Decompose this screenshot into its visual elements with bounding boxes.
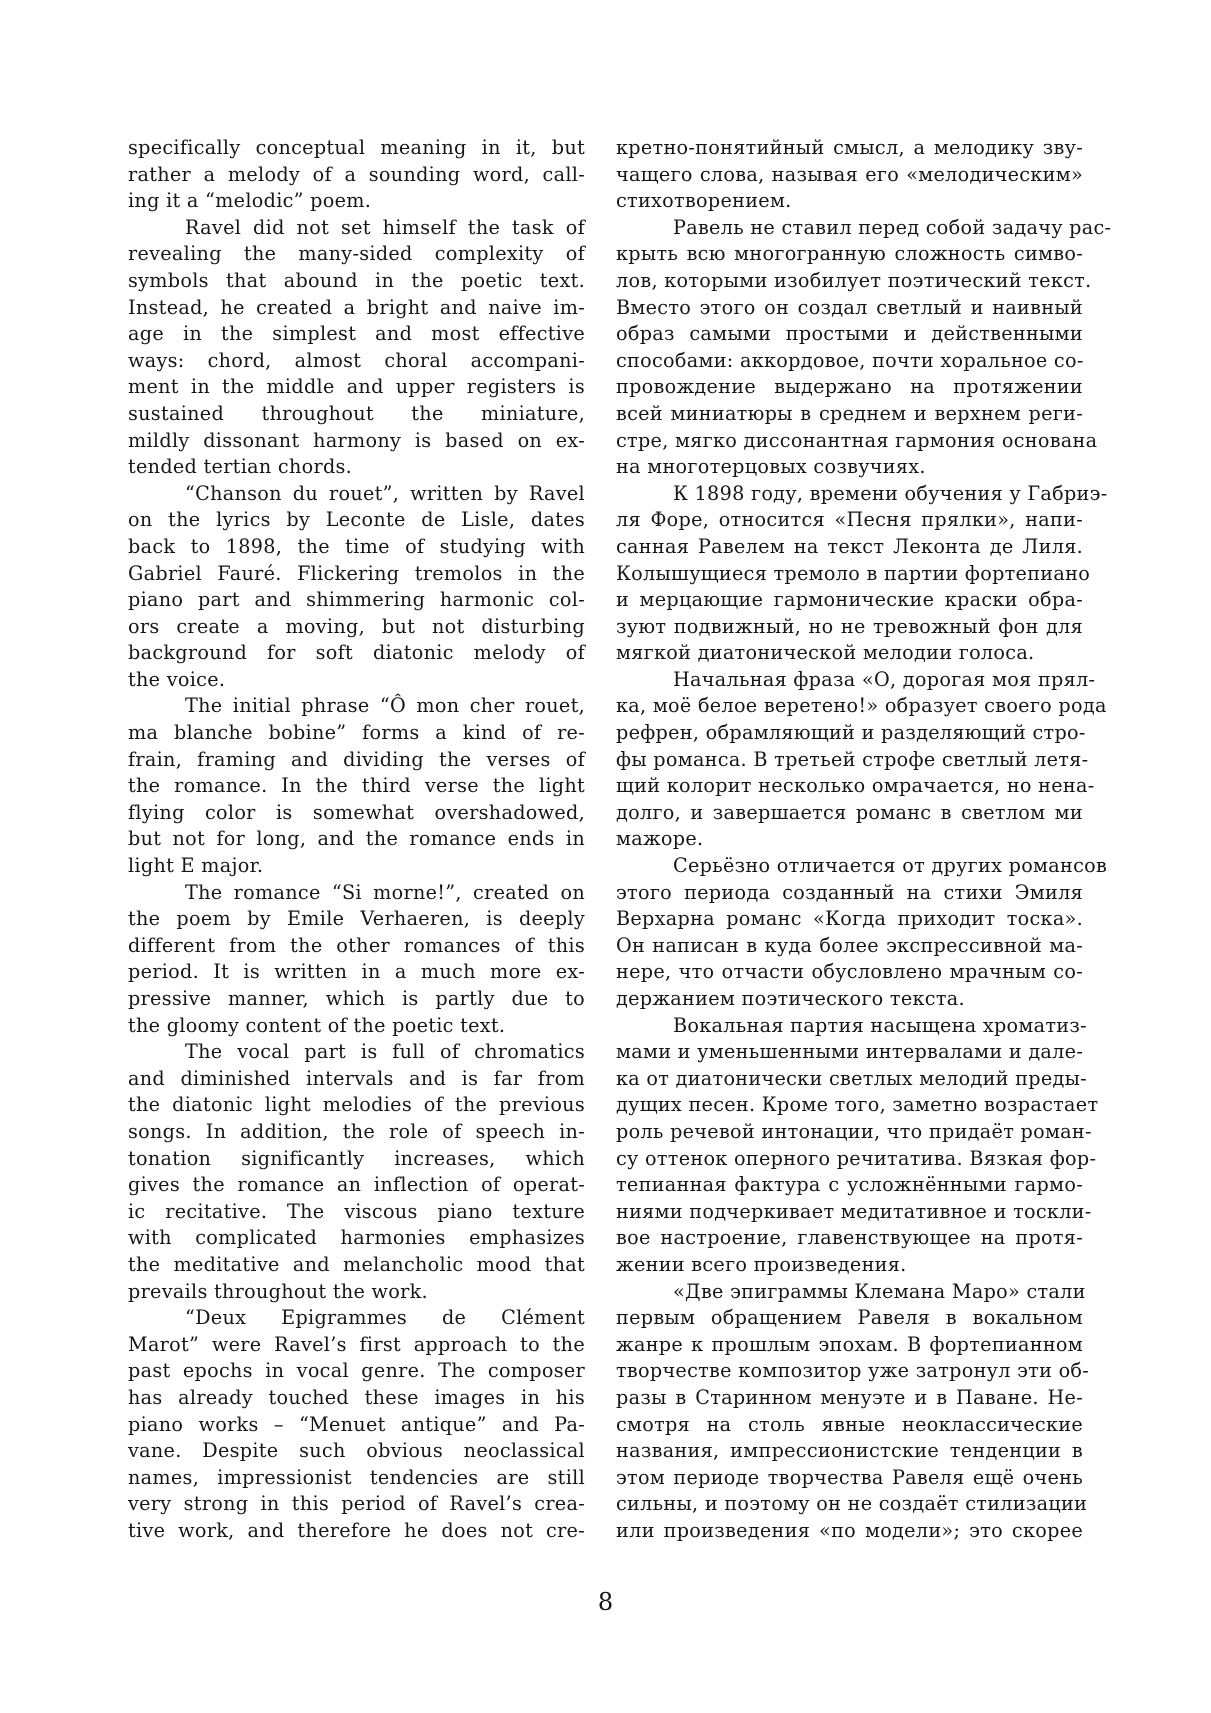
text-line: ment in the middle and upper registers is bbox=[128, 375, 585, 399]
text-line: ка, моё белое веретено!» образует своего рода bbox=[616, 694, 1107, 718]
text-line: names, impressionist tendencies are still bbox=[128, 1465, 585, 1489]
text-line: very strong in this period of Ravel’s crea- bbox=[128, 1492, 585, 1516]
text-line: творчестве композитор уже затронул эти об- bbox=[616, 1359, 1090, 1383]
text-line: или произведения «по модели»; это скорее bbox=[616, 1518, 1083, 1542]
text-line: The vocal part is full of chromatics bbox=[185, 1040, 585, 1064]
text-line: и мерцающие гармонические краски обра- bbox=[616, 588, 1083, 612]
text-line: revealing the many-sided complexity of bbox=[128, 242, 585, 266]
text-line: different from the other romances of this bbox=[128, 933, 585, 957]
text-line: на многотерцовых созвучиях. bbox=[616, 455, 926, 479]
text-line: vane. Despite such obvious neoclassical bbox=[128, 1439, 585, 1463]
text-line: ors create a moving, but not disturbing bbox=[128, 614, 585, 638]
text-line: мягкой диатонической мелодии голоса. bbox=[616, 641, 1035, 665]
text-line: ma blanche bobine” forms a kind of re- bbox=[128, 721, 585, 745]
text-line: К 1898 году, времени обучения у Габриэ- bbox=[673, 481, 1108, 505]
text-line: кретно-понятийный смысл, а мелодику зву- bbox=[616, 136, 1083, 159]
text-line: роль речевой интонации, что придаёт роман- bbox=[616, 1119, 1092, 1143]
text-line: Gabriel Fauré. Flickering tremolos in the bbox=[128, 561, 585, 585]
text-line: the diatonic light melodies of the previous bbox=[128, 1093, 585, 1117]
text-line: санная Равелем на текст Леконта де Лиля. bbox=[616, 534, 1083, 558]
text-line: названия, импрессионистские тенденции в bbox=[616, 1439, 1083, 1463]
text-line: symbols that abound in the poetic text. bbox=[128, 268, 585, 292]
text-line: стихотворением. bbox=[616, 189, 792, 213]
text-line: Вокальная партия насыщена хроматиз- bbox=[673, 1013, 1087, 1037]
text-line: стре, мягко диссонантная гармония основана bbox=[616, 428, 1098, 452]
text-line: первым обращением Равеля в вокальном bbox=[616, 1306, 1083, 1330]
text-line: songs. In addition, the role of speech in- bbox=[128, 1119, 585, 1143]
text-line: the meditative and melancholic mood that bbox=[128, 1252, 585, 1276]
text-line: всей миниатюры в среднем и верхнем реги- bbox=[616, 401, 1083, 425]
text-line: specifically conceptual meaning in it, but bbox=[128, 136, 585, 159]
text-line: frain, framing and dividing the verses of bbox=[128, 747, 585, 771]
text-line: The initial phrase “Ô mon cher rouet, bbox=[185, 694, 585, 718]
text-line: этого периода созданный на стихи Эмиля bbox=[616, 880, 1083, 904]
text-line: су оттенок оперного речитатива. Вязкая фор- bbox=[616, 1146, 1097, 1170]
text-line: mildly dissonant harmony is based on ex- bbox=[128, 428, 585, 452]
text-line: The romance “Si morne!”, created on bbox=[185, 880, 585, 904]
text-line: ниями подчеркивает медитативное и тоскли- bbox=[616, 1199, 1092, 1223]
text-line: Серьёзно отличается от других романсов bbox=[673, 854, 1108, 878]
text-line: разы в Старинном менуэте и в Паване. Не- bbox=[616, 1385, 1083, 1409]
text-line: flying color is somewhat overshadowed, bbox=[128, 800, 585, 824]
text-line: “Deux Epigrammes de Clément bbox=[185, 1306, 585, 1330]
text-line: period. It is written in a much more ex- bbox=[128, 960, 585, 984]
text-line: Вместо этого он создал светлый и наивный bbox=[616, 295, 1083, 319]
text-line: piano part and shimmering harmonic col- bbox=[128, 588, 585, 612]
text-line: мажоре. bbox=[616, 827, 704, 851]
text-line: “Chanson du rouet”, written by Ravel bbox=[185, 481, 585, 505]
text-line: Он написан в куда более экспрессивной ма- bbox=[616, 933, 1083, 957]
text-line: Верхарна романс «Когда приходит тоска». bbox=[616, 907, 1083, 931]
text-line: «Две эпиграммы Клемана Маро» стали bbox=[673, 1279, 1086, 1303]
text-line: Ravel did not set himself the task of bbox=[185, 215, 585, 239]
text-line: Marot” were Ravel’s first approach to the bbox=[128, 1332, 585, 1356]
text-line: смотря на столь явные неоклассические bbox=[616, 1412, 1083, 1436]
text-line: фы романса. В третьей строфе светлый летя- bbox=[616, 747, 1089, 771]
text-line: нере, что отчасти обусловлено мрачным со- bbox=[616, 960, 1083, 984]
text-line: age in the simplest and most effective bbox=[128, 322, 585, 346]
text-line: piano works – “Menuet antique” and Pa- bbox=[128, 1412, 585, 1436]
text-line: the voice. bbox=[128, 667, 226, 691]
text-line: past epochs in vocal genre. The composer bbox=[128, 1359, 585, 1383]
text-line: Instead, he created a bright and naive im- bbox=[128, 295, 585, 319]
text-line: and diminished intervals and is far from bbox=[128, 1066, 585, 1090]
text-line: Начальная фраза «О, дорогая моя прял- bbox=[673, 667, 1096, 691]
text-line: вое настроение, главенствующее на протя- bbox=[616, 1226, 1083, 1250]
text-line: долго, и завершается романс в светлом ми bbox=[616, 800, 1083, 824]
text-line: тепианная фактура с усложнёнными гармо- bbox=[616, 1173, 1083, 1197]
english-text-column bbox=[128, 135, 585, 1544]
text-line: the poem by Emile Verhaeren, is deeply bbox=[128, 907, 585, 931]
text-line: Равель не ставил перед собой задачу рас- bbox=[673, 215, 1112, 239]
text-line: Колышущиеся тремоло в партии фортепиано bbox=[616, 561, 1091, 585]
text-line: but not for long, and the romance ends in bbox=[128, 827, 585, 851]
text-line: tive work, and therefore he does not cre- bbox=[128, 1518, 585, 1542]
text-line: tonation significantly increases, which bbox=[128, 1146, 585, 1170]
text-line: sustained throughout the miniature, bbox=[128, 401, 585, 425]
text-line: back to 1898, the time of studying with bbox=[128, 534, 585, 558]
text-line: этом периоде творчества Равеля ещё очень bbox=[616, 1465, 1083, 1489]
russian-text-column bbox=[616, 135, 1112, 1544]
text-line: лов, которыми изобилует поэтический текст. bbox=[616, 268, 1092, 292]
text-line: has already touched these images in his bbox=[128, 1385, 585, 1409]
page-number: 8 bbox=[597, 1588, 614, 1616]
text-line: background for soft diatonic melody of bbox=[128, 641, 585, 665]
text-line: щий колорит несколько омрачается, но нена- bbox=[616, 774, 1095, 798]
text-line: on the lyrics by Leconte de Lisle, dates bbox=[128, 508, 585, 532]
text-line: ways: chord, almost choral accompani- bbox=[128, 348, 585, 372]
text-line: the gloomy content of the poetic text. bbox=[128, 1013, 506, 1037]
text-line: провождение выдержано на протяжении bbox=[616, 375, 1083, 399]
text-line: дущих песен. Кроме того, заметно возрастает bbox=[616, 1093, 1099, 1117]
text-line: жанре к прошлым эпохам. В фортепианном bbox=[616, 1332, 1083, 1356]
text-line: ля Форе, относится «Песня прялки», напи- bbox=[616, 508, 1083, 532]
text-line: крыть всю многогранную сложность симво- bbox=[616, 242, 1083, 266]
text-line: light E major. bbox=[128, 854, 264, 878]
text-line: жении всего произведения. bbox=[616, 1252, 907, 1276]
text-line: образ самыми простыми и действенными bbox=[616, 322, 1083, 346]
text-line: prevails throughout the work. bbox=[128, 1279, 428, 1303]
text-line: держанием поэтического текста. bbox=[616, 987, 965, 1010]
text-line: зуют подвижный, но не тревожный фон для bbox=[616, 614, 1083, 638]
text-line: ing it a “melodic” poem. bbox=[128, 189, 372, 213]
text-line: способами: аккордовое, почти хоральное со- bbox=[616, 348, 1084, 372]
text-line: рефрен, обрамляющий и разделяющий стро- bbox=[616, 721, 1086, 745]
text-line: мами и уменьшенными интервалами и дале- bbox=[616, 1040, 1084, 1064]
text-line: ка от диатонически светлых мелодий преды- bbox=[616, 1066, 1087, 1090]
text-line: the romance. In the third verse the light bbox=[128, 774, 585, 798]
text-line: сильны, и поэтому он не создаёт стилизации bbox=[616, 1492, 1088, 1516]
text-line: with complicated harmonies emphasizes bbox=[128, 1226, 585, 1250]
text-line: tended tertian chords. bbox=[128, 455, 353, 479]
text-line: ic recitative. The viscous piano texture bbox=[128, 1199, 585, 1223]
text-line: rather a melody of a sounding word, call- bbox=[128, 162, 585, 186]
text-line: gives the romance an inflection of operat- bbox=[128, 1173, 585, 1197]
text-line: чащего слова, называя его «мелодическим» bbox=[616, 162, 1083, 186]
text-line: pressive manner, which is partly due to bbox=[128, 987, 585, 1010]
